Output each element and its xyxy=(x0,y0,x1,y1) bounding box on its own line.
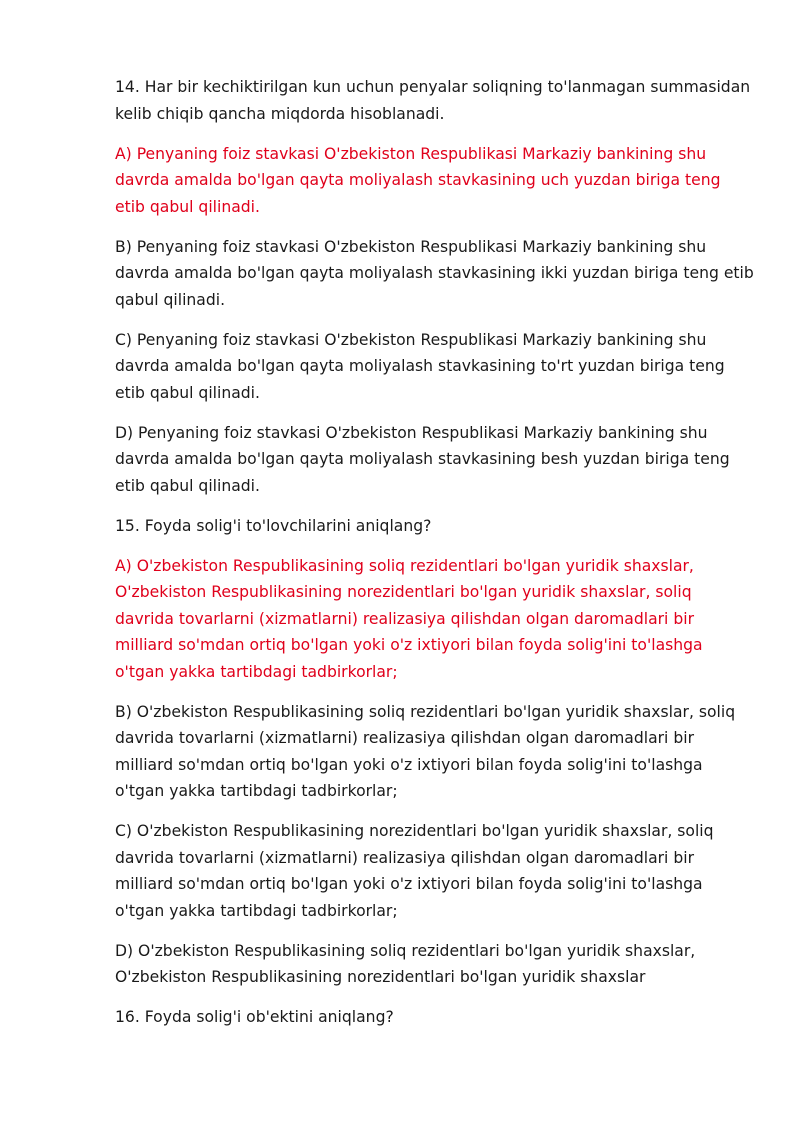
question-14: 14. Har bir kechiktirilgan kun uchun penyalar soliqning to'lanmagan summasidan kelib chiqib qancha miqdorda hisoblanadi. xyxy=(115,78,751,123)
question-14-option-c: C) Penyaning foiz stavkasi O'zbekiston Respublikasi Markaziy bankining shu davrda amalda bo'lgan qayta moliyalash stavkasining to'rt yuzdan biriga teng etib qabul qilinadi. xyxy=(115,330,725,402)
question-16: 16. Foyda solig'i ob'ektini aniqlang? xyxy=(115,1008,394,1026)
question-15-option-d: D) O'zbekiston Respublikasining soliq rezidentlari bo'lgan yuridik shaxslar, O'zbekiston Respublikasining norezidentlari bo'lgan yuridik shaxslar xyxy=(115,941,696,986)
document-content xyxy=(115,74,755,1044)
question-15: 15. Foyda solig'i to'lovchilarini aniqlang? xyxy=(115,516,432,535)
question-14-option-a: A) Penyaning foiz stavkasi O'zbekiston Respublikasi Markaziy bankining shu davrda amalda bo'lgan qayta moliyalash stavkasining uch yuzdan biriga teng etib qabul qilinadi. xyxy=(115,144,721,216)
question-14-option-d: D) Penyaning foiz stavkasi O'zbekiston Respublikasi Markaziy bankining shu davrda amalda bo'lgan qayta moliyalash stavkasining besh yuzdan biriga teng etib qabul qilinadi. xyxy=(115,423,730,495)
question-15-option-a: A) O'zbekiston Respublikasining soliq rezidentlari bo'lgan yuridik shaxslar, O'zbekiston Respublikasining norezidentlari bo'lgan yuridik shaxslar, soliq davrida tovarlarni (xizmatlarni) realizasiya qilishdan olgan daromadlari bir milliard so'mdan ortiq bo'lgan yoki o'z ixtiyori bilan foyda solig'ini to'lashga o'tgan yakka tartibdagi tadbirkorlar; xyxy=(115,556,703,681)
question-15-option-b: B) O'zbekiston Respublikasining soliq rezidentlari bo'lgan yuridik shaxslar, soliq davrida tovarlarni (xizmatlarni) realizasiya qilishdan olgan daromadlari bir milliard so'mdan ortiq bo'lgan yoki o'z ixtiyori bilan foyda solig'ini to'lashga o'tgan yakka tartibdagi tadbirkorlar; xyxy=(115,702,736,800)
question-14-option-b: B) Penyaning foiz stavkasi O'zbekiston Respublikasi Markaziy bankining shu davrda amalda bo'lgan qayta moliyalash stavkasining ikki yuzdan biriga teng etib qabul qilinadi. xyxy=(115,237,754,309)
question-15-option-c: C) O'zbekiston Respublikasining norezidentlari bo'lgan yuridik shaxslar, soliq davrida tovarlarni (xizmatlarni) realizasiya qilishdan olgan daromadlari bir milliard so'mdan ortiq bo'lgan yoki o'z ixtiyori bilan foyda solig'ini to'lashga o'tgan yakka tartibdagi tadbirkorlar; xyxy=(115,822,714,920)
